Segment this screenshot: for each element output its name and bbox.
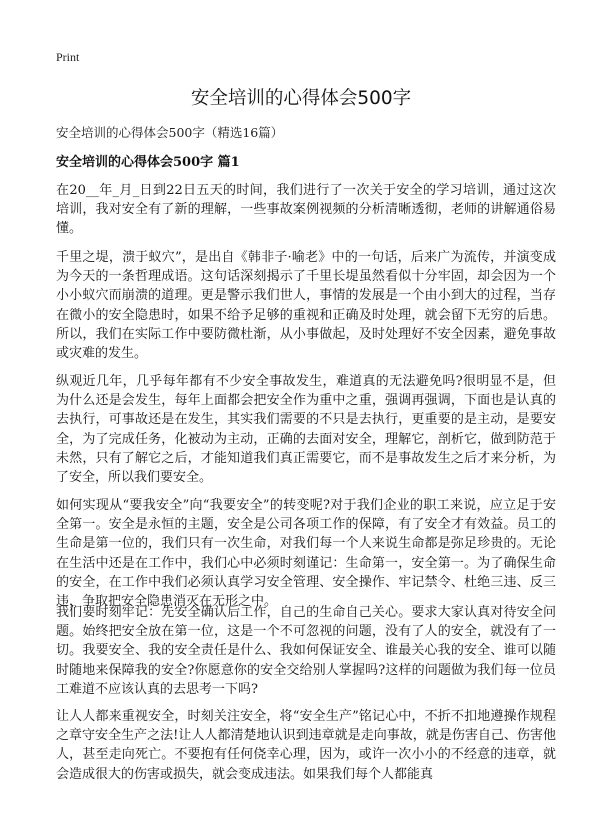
- paragraph-2: 千里之堤，溃于蚁穴”，是出自《韩非子·喻老》中的一句话，后来广为流传，并演变成为今天的一条哲理成语。这句话深刻揭示了千里长堤虽然看似十分牢固，却会因为一个小小蚁穴而崩溃的道理。更是警示我们世人，事情的发展是一个由小到大的过程，当存在微小的安全隐患时，如果不给予足够的重视和正确及时处理，就会留下无穷的后患。所以，我们在实际工作中要防微杜渐，从小事做起，及时处理好不安全因素，避免事故或灾难的发生。: [56, 250, 556, 362]
- paragraph-5: 我们要时刻牢记：先安全确认后工作，自己的生命自己关心。要求大家认真对待安全问题。始终把安全放在第一位，这是一个不可忽视的问题，没有了人的安全，就没有了一切。我要安全、我的安全责任是什么、我如何保证安全、谁最关心我的安全、谁可以随时随地来保障我的安全?你愿意你的安全交给别人掌握吗?这样的问题做为我们每一位员工难道不应该认真的去思考一下吗?: [56, 605, 556, 697]
- section-heading: 安全培训的心得体会500字 篇1: [56, 155, 240, 170]
- paragraph-3: 纵观近几年，几乎每年都有不少安全事故发生，难道真的无法避免吗?很明显不是，但为什么还是会发生，每年上面都会把安全作为重中之重，强调再强调，下面也是认真的去执行，可事故还是在发生，其实我们需要的不只是去执行，更重要的是主动，是要安全，为了完成任务，化被动为主动，正确的去面对安全，理解它，剖析它，做到防范于未然，只有了解它之后，才能知道我们真正需要它，而不是事故发生之后才来分析，为了安全，所以我们要安全。: [56, 374, 556, 486]
- print-link[interactable]: Print: [56, 50, 80, 64]
- page-title: 安全培训的心得体会500字: [190, 88, 412, 109]
- paragraph-4: 如何实现从“要我安全”向“我要安全”的转变呢?对于我们企业的职工来说，应立足于安全第一。安全是永恒的主题，安全是公司各项工作的保障，有了安全才有效益。员工的生命是第一位的，我们只有一次生命，对我们每一个人来说生命都是弥足珍贵的。无论在生活中还是在工作中，我们心中必须时刻谨记：生命第一，安全第一。为了确保生命的安全，在工作中我们必须认真学习安全管理、安全操作、牢记禁令、杜绝三违、反三违，争取把安全隐患消灭在无形之中。: [56, 498, 556, 610]
- paragraph-1: 在20__年_月_日到22日五天的时间，我们进行了一次关于安全的学习培训，通过这次培训，我对安全有了新的理解，一些事故案例视频的分析清晰透彻，老师的讲解通俗易懂。: [56, 183, 556, 237]
- paragraph-6: 让人人都来重视安全，时刻关注安全，将“安全生产”铭记心中，不折不扣地遵操作规程之章守安全生产之法!让人人都清楚地认识到违章就是走向事故，就是伤害自己、伤害他人，甚至走向死亡。不要抱有任何侥幸心理，因为，或许一次小小的不经意的违章，就会造成很大的伤害或损失，就会变成违法。如果我们每个人都能真: [56, 709, 556, 782]
- document-subtitle: 安全培训的心得体会500字（精选16篇）: [56, 125, 284, 140]
